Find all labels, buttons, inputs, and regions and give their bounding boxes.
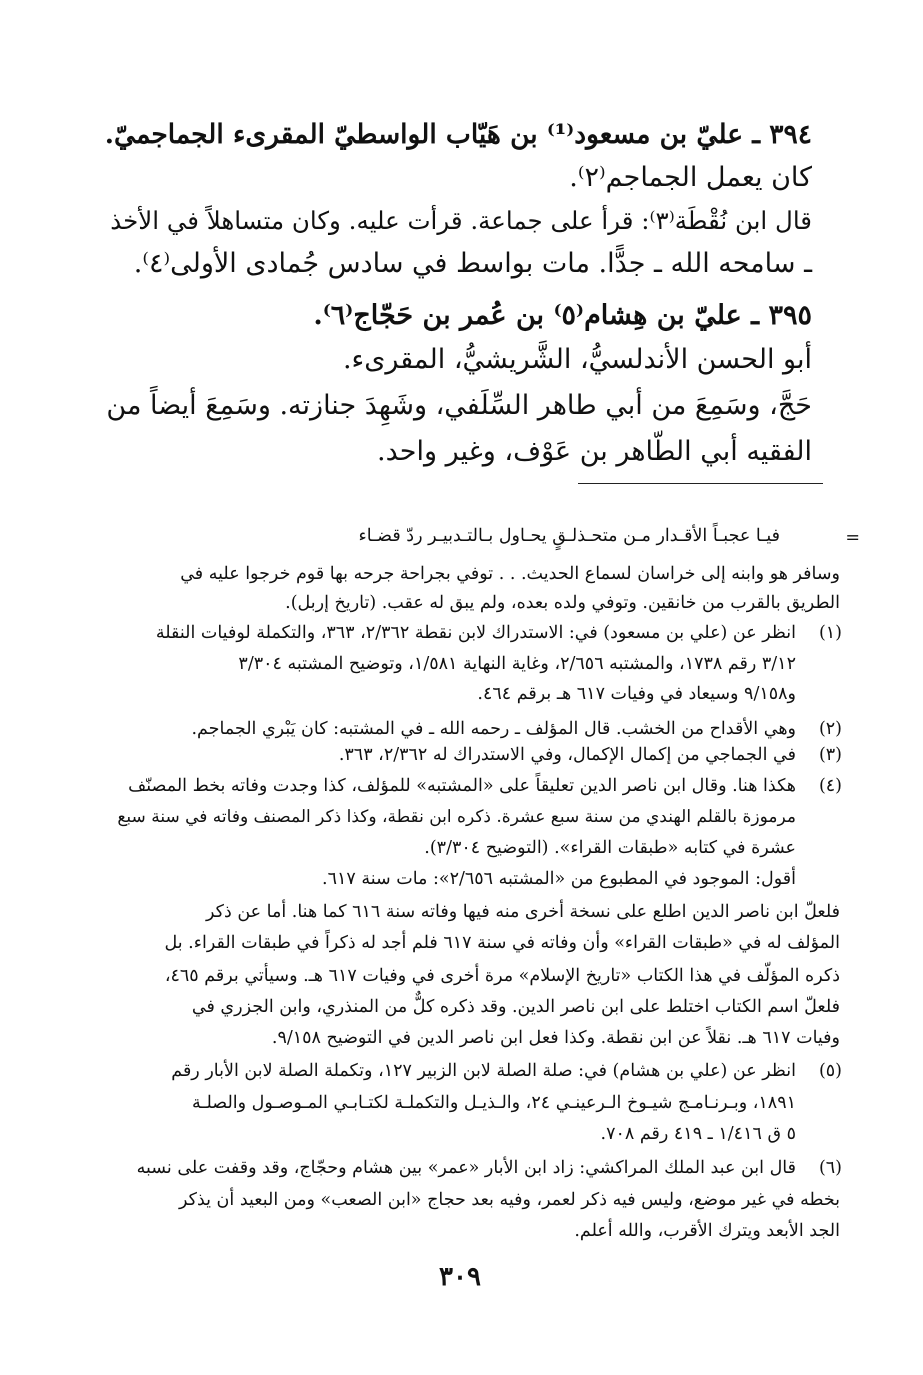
footnote-5-line: انظر عن (علي بن هشام) في: صلة الصلة لابن الزبير ١٢٧، وتكملة الصلة لابن الأبار رقم (171, 1061, 796, 1081)
footnote-4-line: مرموزة بالقلم الهندي من سنة سبع عشرة. ذكره ابن نقطة، وكذا ذكر المصنف وفاته في سنة سبع (117, 807, 796, 827)
entry-394-line: كان يعمل الجماجم⁽٢⁾. (569, 162, 812, 193)
page-number: ٣٠٩ (439, 1262, 481, 1292)
footnote-4-line: هكذا هنا. وقال ابن ناصر الدين تعليقاً على «المشتبه» للمؤلف، كذا وجدت وفاته بخط المصنّف (128, 776, 796, 796)
continuation-mark: = (845, 528, 860, 548)
footnote-4-line: عشرة في كتابه «طبقات القراء». (التوضيح ٣/٣٠٤). (424, 838, 796, 858)
entry-394-line: ـ سامحه الله ـ جدًّا. مات بواسط في سادس جُمادى الأولى⁽٤⁾. (133, 248, 812, 279)
footnote-4-line: ذكره المؤلّف في هذا الكتاب «تاريخ الإسلام» مرة أخرى في وفيات ٦١٧ هـ. وسيأتي برقم ٤٦٥، (164, 966, 840, 986)
entry-395-line: أبو الحسن الأندلسيُّ، الشَّريشيُّ، المقرىء. (342, 344, 812, 375)
footnote-6-line: الجد الأبعد ويترك الأقرب، والله أعلم. (574, 1221, 840, 1241)
footnotes (100, 0, 860, 1250)
footnote-2-line: وهي الأقداح من الخشب. قال المؤلف ـ رحمه الله ـ في المشتبه: كان يَبْري الجماجم. (191, 719, 796, 739)
footnote-number: (١) (818, 623, 842, 643)
continuation-line: الطريق بالقرب من خانقين. وتوفي ولده بعده، ولم يبق له عقب. (تاريخ إربل). (285, 593, 840, 613)
footnote-4-line: أقول: الموجود في المطبوع من «المشتبه ٢/٦٥٦»: مات سنة ٦١٧. (321, 869, 796, 889)
footnote-number: (٥) (818, 1061, 842, 1081)
footnote-1-line: ٣/١٢ رقم ١٧٣٨، والمشتبه ٢/٦٥٦، وغاية النهاية ١/٥٨١، وتوضيح المشتبه ٣/٣٠٤ (238, 654, 796, 674)
entry-395-heading: ٣٩٥ ـ عليّ بن هِشام⁽٥⁾ بن عُمر بن حَجّاج⁽٦⁾. (313, 300, 812, 331)
entry-395-line: حَجَّ، وسَمِعَ من أبي طاهر السِّلَفي، وشَهِدَ جنازته. وسَمِعَ أيضاً من (106, 390, 812, 421)
entry-394-line: قال ابن نُقْطَة⁽٣⁾: قرأ على جماعة. قرأت عليه. وكان متساهلاً في الأخذ (110, 206, 812, 235)
footnote-number: (٢) (818, 719, 842, 739)
footnote-6-line: بخطه في غير موضع، وليس فيه ذكر لعمر، وفيه بعد حجاج «ابن الصعب» ومن البعيد أن يذكر (178, 1190, 840, 1210)
footnote-number: (٤) (818, 776, 842, 796)
footnote-6-line: قال ابن عبد الملك المراكشي: زاد ابن الأبار «عمر» بين هشام وحجّاج، وقد وقفت على نسبه (136, 1158, 796, 1178)
footnote-3-line: في الجماجي من إكمال الإكمال، وفي الاستدراك له ٢/٣٦٢، ٣٦٣. (338, 745, 796, 765)
continuation-verse: فيـا عجبـاً الأقـدار مـن متحـذلـقٍ يحـاول بـالتـدبيـر ردّ قضـاء (358, 526, 780, 546)
footnote-1-line: انظر عن (علي بن مسعود) في: الاستدراك لابن نقطة ٢/٣٦٢، ٣٦٣، والتكملة لوفيات النقلة (155, 623, 796, 643)
footnote-4-line: فلعلّ اسم الكتاب اختلط على ابن ناصر الدين. وقد ذكره كلٌّ من المنذري، وابن الجزري في (191, 997, 840, 1017)
footnote-4-line: فلعلّ ابن ناصر الدين اطلع على نسخة أخرى منه فيها وفاته سنة ٦١٦ كما هنا. أما عن ذكر (205, 902, 840, 922)
footnote-number: (٦) (818, 1158, 842, 1178)
footnote-number: (٣) (818, 745, 842, 765)
footnote-5-line: ٥ ق ١/٤١٦ ـ ٤١٩ رقم ٧٠٨. (600, 1124, 796, 1144)
continuation-line: وسافر هو وابنه إلى خراسان لسماع الحديث. . . توفي بجراحة جرحه بها قوم خرجوا عليه في (180, 564, 840, 584)
footnote-1-line: و٩/١٥٨ وسيعاد في وفيات ٦١٧ هـ برقم ٤٦٤. (477, 684, 796, 704)
footnote-4-line: المؤلف له في «طبقات القراء» وأن وفاته في سنة ٦١٧ فلم أجد له ذكراً في طبقات القراء. بل (164, 933, 840, 953)
footnote-4-line: وفيات ٦١٧ هـ. نقلاً عن ابن نقطة. وكذا فعل ابن ناصر الدين في التوضيح ٩/١٥٨. (271, 1028, 840, 1048)
footnote-5-line: ١٨٩١، وبـرنـامـج شيـوخ الـرعينـي ٢٤، والـذيـل والتكملـة لكتـابـي المـوصـول والصلـة (191, 1093, 796, 1113)
entry-395-line: الفقيه أبي الطّاهر بن عَوْف، وغير واحد. (377, 436, 812, 467)
entry-394-heading: ٣٩٤ ـ عليّ بن مسعود⁽¹⁾ بن هَيّاب الواسطيّ المقرىء الجماجميّ. (104, 119, 812, 150)
